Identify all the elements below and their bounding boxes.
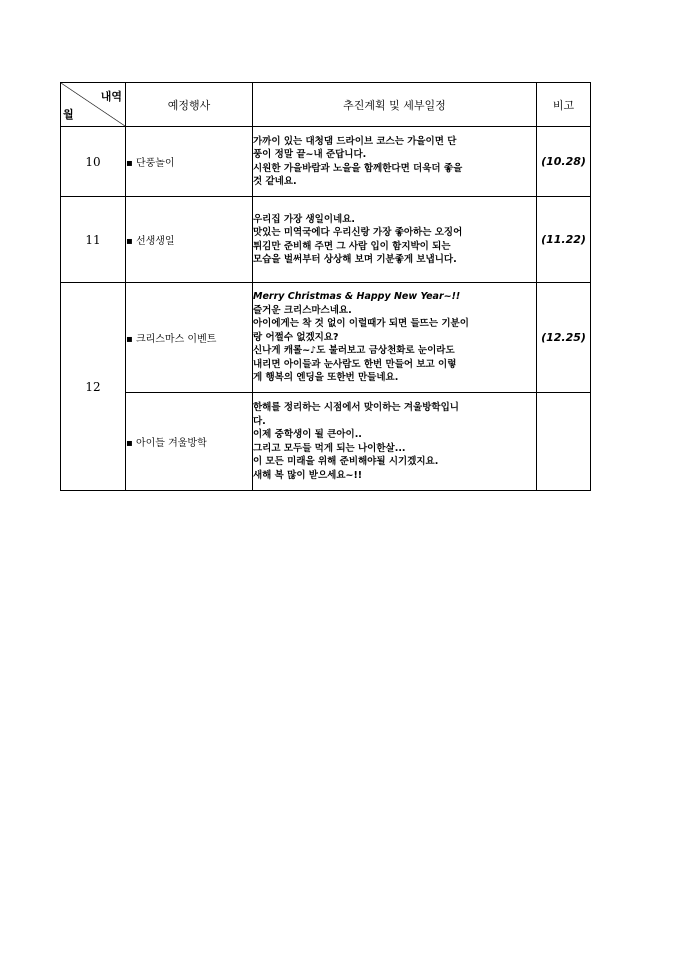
plan-line: 모습을 벌써부터 상상해 보며 기분좋게 보냅니다. xyxy=(253,254,457,265)
event-cell: ▪ 단풍놀이 xyxy=(126,127,253,197)
plan-cell xyxy=(253,393,537,491)
diagonal-header xyxy=(61,83,125,126)
event-cell: ▪ 선생생일 xyxy=(126,197,253,283)
plan-line: 게 행복의 엔딩을 또한번 만들네요. xyxy=(253,372,399,384)
plan-cell xyxy=(253,197,537,283)
month-cell: 11 xyxy=(61,197,126,283)
plan-line: 내리면 아이들과 눈사람도 한번 만들어 보고 이렇 xyxy=(253,358,457,370)
table-row-dec-1 xyxy=(61,283,591,393)
plan-line: 랑 어쩔수 없겠지요? xyxy=(253,331,339,343)
schedule-table xyxy=(60,82,591,491)
col-header-event: 예정행사 xyxy=(126,83,253,127)
plan-line: 다. xyxy=(253,415,266,427)
plan-line: 풍이 정말 끝~내 준답니다. xyxy=(253,149,367,160)
plan-line: 그리고 모두들 먹게 되는 나이한살... xyxy=(253,442,406,454)
table-row-dec-2 xyxy=(61,393,591,491)
plan-cell xyxy=(253,127,537,197)
note-cell: (11.22) xyxy=(537,197,591,283)
plan-line: 새해 복 많이 받으세요~!! xyxy=(253,469,363,481)
plan-line: 이 모든 미래을 위해 준비해야될 시기겠지요. xyxy=(253,456,439,467)
note-cell: (12.25) xyxy=(537,283,591,393)
plan-line: 것 같네요. xyxy=(253,176,297,187)
plan-line: 가까이 있는 대청댐 드라이브 코스는 가을이면 단 xyxy=(253,135,457,147)
plan-line: 한해를 정리하는 시점에서 맞이하는 겨울방학입니 xyxy=(253,402,459,413)
plan-line: 맛있는 미역국에다 우리신랑 가장 좋아하는 오징어 xyxy=(253,227,463,238)
event-cell: ▪ 아이들 겨울방학 xyxy=(126,393,253,491)
plan-line: 튀김만 준비해 주면 그 사람 입이 함지박이 되는 xyxy=(253,240,451,252)
month-cell: 10 xyxy=(61,127,126,197)
plan-line: Merry Christmas & Happy New Year~!! xyxy=(253,291,461,303)
plan-line: 즐거운 크리스마스네요. xyxy=(253,304,352,316)
corner-top-label: 내역 xyxy=(100,90,122,103)
corner-bottom-label: 월 xyxy=(63,108,74,121)
col-header-plan: 추진계획 및 세부일정 xyxy=(253,83,537,127)
month-cell: 12 xyxy=(61,283,126,491)
event-cell: ▪ 크리스마스 이벤트 xyxy=(126,283,253,393)
table-row-oct xyxy=(61,127,591,197)
note-cell xyxy=(537,393,591,491)
col-header-note: 비고 xyxy=(537,83,591,127)
corner-cell xyxy=(61,83,126,127)
header-row xyxy=(61,83,591,127)
plan-line: 이제 중학생이 될 큰아이.. xyxy=(253,429,362,440)
plan-line: 신나게 캐롤~♪도 불러보고 금상천화로 눈이라도 xyxy=(253,345,455,357)
plan-line: 우리집 가장 생일이네요. xyxy=(253,213,355,225)
table-row-nov xyxy=(61,197,591,283)
plan-cell xyxy=(253,283,537,393)
plan-line: 아이에게는 착 것 없이 이럴때가 되면 들뜨는 기분이 xyxy=(253,318,469,330)
plan-line: 시원한 가을바람과 노을을 함께한다면 더욱더 좋을 xyxy=(253,162,463,174)
note-cell: (10.28) xyxy=(537,127,591,197)
